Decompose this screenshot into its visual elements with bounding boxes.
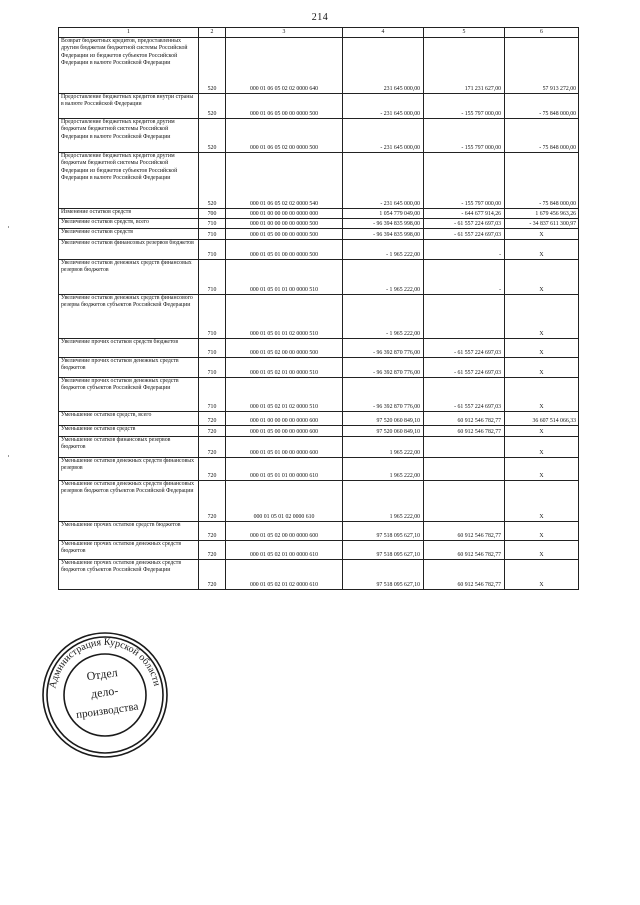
column-header: 3 — [226, 28, 343, 38]
row-line-code-cell: 520 — [199, 38, 226, 94]
row-name-cell: Уменьшение остатков средств — [59, 426, 199, 437]
row-remaining-value-cell: Х — [505, 295, 579, 339]
row-name-cell: Изменение остатков средств — [59, 209, 199, 219]
row-remaining-value-cell: Х — [505, 426, 579, 437]
row-line-code-cell: 720 — [199, 560, 226, 590]
row-line-code-cell: 520 — [199, 94, 226, 119]
row-approved-value-cell: - 231 645 000,00 — [343, 94, 424, 119]
row-budget-code-cell: 000 01 05 02 00 00 0000 500 — [226, 339, 343, 358]
row-line-code-cell: 700 — [199, 209, 226, 219]
row-approved-value-cell: - 1 965 222,00 — [343, 260, 424, 295]
row-remaining-value-cell: Х — [505, 458, 579, 481]
row-name-cell: Предоставление бюджетных кредитов внутри страны в валюте Российской Федерации — [59, 94, 199, 119]
row-executed-value-cell: - 61 557 224 697,03 — [424, 219, 505, 229]
table-row — [59, 339, 579, 358]
row-remaining-value-cell: 57 913 272,00 — [505, 38, 579, 94]
row-line-code-cell: 710 — [199, 219, 226, 229]
row-name-cell: Уменьшение остатков денежных средств финансовых резервов — [59, 458, 199, 481]
row-budget-code-cell: 000 01 05 01 02 0000 610 — [226, 481, 343, 522]
table-row — [59, 358, 579, 378]
row-budget-code-cell: 000 01 05 01 00 00 0000 500 — [226, 240, 343, 260]
column-header: 6 — [505, 28, 579, 38]
row-line-code-cell: 720 — [199, 481, 226, 522]
table-row — [59, 229, 579, 240]
row-executed-value-cell — [424, 437, 505, 458]
row-remaining-value-cell: - 75 848 000,00 — [505, 153, 579, 209]
row-name-cell: Уменьшение остатков финансовых резервов бюджетов — [59, 437, 199, 458]
row-executed-value-cell — [424, 481, 505, 522]
row-approved-value-cell: - 96 394 835 998,00 — [343, 229, 424, 240]
row-name-cell: Уменьшение прочих остатков денежных средств бюджетов — [59, 541, 199, 560]
row-remaining-value-cell: Х — [505, 358, 579, 378]
row-budget-code-cell: 000 01 05 02 01 00 0000 510 — [226, 358, 343, 378]
table-row — [59, 153, 579, 209]
column-header: 1 — [59, 28, 199, 38]
row-budget-code-cell: 000 01 06 05 00 00 0000 500 — [226, 94, 343, 119]
row-name-cell: Увеличение остатков денежных средств финансового резерва бюджетов субъектов Российской Федерации — [59, 295, 199, 339]
row-executed-value-cell: 171 231 627,00 — [424, 38, 505, 94]
table-header-row — [59, 28, 579, 38]
row-approved-value-cell: 1 965 222,00 — [343, 458, 424, 481]
row-budget-code-cell: 000 01 05 01 01 00 0000 510 — [226, 260, 343, 295]
row-executed-value-cell: 60 912 546 782,77 — [424, 426, 505, 437]
row-line-code-cell: 710 — [199, 378, 226, 412]
row-approved-value-cell: 97 518 095 627,10 — [343, 541, 424, 560]
row-budget-code-cell: 000 01 05 01 01 00 0000 610 — [226, 458, 343, 481]
stamp-center-line: Отдел — [85, 665, 119, 684]
row-budget-code-cell: 000 01 05 00 00 00 0000 600 — [226, 426, 343, 437]
row-executed-value-cell: - — [424, 240, 505, 260]
row-remaining-value-cell: - 75 848 000,00 — [505, 119, 579, 153]
row-approved-value-cell: - 1 965 222,00 — [343, 295, 424, 339]
budget-sources-table — [58, 27, 579, 590]
row-line-code-cell: 710 — [199, 240, 226, 260]
row-remaining-value-cell: Х — [505, 481, 579, 522]
row-executed-value-cell: - 61 557 224 697,03 — [424, 358, 505, 378]
row-executed-value-cell: - 155 797 000,00 — [424, 153, 505, 209]
row-name-cell: Увеличение прочих остатков денежных средств бюджетов субъектов Российской Федерации — [59, 378, 199, 412]
row-executed-value-cell: - 644 677 914,26 — [424, 209, 505, 219]
row-remaining-value-cell: 1 679 456 963,26 — [505, 209, 579, 219]
row-budget-code-cell: 000 01 00 00 00 00 0000 000 — [226, 209, 343, 219]
table-row — [59, 481, 579, 522]
table-row — [59, 94, 579, 119]
row-line-code-cell: 520 — [199, 153, 226, 209]
column-header: 2 — [199, 28, 226, 38]
row-name-cell: Увеличение остатков средств, всего — [59, 219, 199, 229]
row-executed-value-cell — [424, 458, 505, 481]
row-budget-code-cell: 000 01 00 00 00 00 0000 600 — [226, 412, 343, 426]
table-row — [59, 260, 579, 295]
row-budget-code-cell: 000 01 05 00 00 00 0000 500 — [226, 229, 343, 240]
row-executed-value-cell: 60 912 546 782,77 — [424, 412, 505, 426]
row-budget-code-cell: 000 01 05 02 00 00 0000 600 — [226, 522, 343, 541]
row-remaining-value-cell: - 75 848 000,00 — [505, 94, 579, 119]
stamp-center-line: производства — [75, 700, 140, 722]
table-row — [59, 219, 579, 229]
row-budget-code-cell: 000 01 05 02 01 02 0000 610 — [226, 560, 343, 590]
row-name-cell: Увеличение прочих остатков средств бюджетов — [59, 339, 199, 358]
row-name-cell: Увеличение остатков денежных средств финансовых резервов бюджетов — [59, 260, 199, 295]
stamp-ring-text: Администрация Курской области — [47, 636, 163, 690]
row-line-code-cell: 720 — [199, 437, 226, 458]
stamp-center-line: дело- — [90, 683, 120, 701]
row-approved-value-cell: 1 054 779 049,00 — [343, 209, 424, 219]
row-executed-value-cell: - 61 557 224 697,03 — [424, 378, 505, 412]
row-approved-value-cell: 97 518 095 627,10 — [343, 522, 424, 541]
row-remaining-value-cell: Х — [505, 229, 579, 240]
table-row — [59, 240, 579, 260]
row-approved-value-cell: 97 520 060 849,10 — [343, 426, 424, 437]
row-approved-value-cell: - 231 645 000,00 — [343, 119, 424, 153]
row-approved-value-cell: 231 645 000,00 — [343, 38, 424, 94]
row-budget-code-cell: 000 01 00 00 00 00 0000 500 — [226, 219, 343, 229]
row-name-cell: Уменьшение прочих остатков средств бюджетов — [59, 522, 199, 541]
row-approved-value-cell: 97 520 060 849,10 — [343, 412, 424, 426]
row-name-cell: Уменьшение остатков денежных средств финансовых резервов бюджетов субъектов Российской Федерации — [59, 481, 199, 522]
row-name-cell: Уменьшение остатков средств, всего — [59, 412, 199, 426]
row-line-code-cell: 710 — [199, 295, 226, 339]
table-row — [59, 209, 579, 219]
row-executed-value-cell: 60 912 546 782,77 — [424, 560, 505, 590]
row-approved-value-cell: - 96 392 870 776,00 — [343, 339, 424, 358]
table-row — [59, 426, 579, 437]
table-row — [59, 412, 579, 426]
row-executed-value-cell — [424, 295, 505, 339]
row-line-code-cell: 720 — [199, 522, 226, 541]
row-budget-code-cell: 000 01 06 05 02 02 0000 540 — [226, 153, 343, 209]
table-row — [59, 541, 579, 560]
row-line-code-cell: 720 — [199, 541, 226, 560]
row-budget-code-cell: 000 01 06 05 02 00 0000 500 — [226, 119, 343, 153]
row-remaining-value-cell: Х — [505, 541, 579, 560]
row-executed-value-cell: - 61 557 224 697,03 — [424, 339, 505, 358]
row-approved-value-cell: - 1 965 222,00 — [343, 240, 424, 260]
row-approved-value-cell: 1 965 222,00 — [343, 437, 424, 458]
row-remaining-value-cell: - 34 837 611 300,97 — [505, 219, 579, 229]
row-remaining-value-cell: Х — [505, 560, 579, 590]
row-remaining-value-cell: Х — [505, 522, 579, 541]
scan-mark — [8, 455, 9, 457]
row-line-code-cell: 720 — [199, 412, 226, 426]
row-name-cell: Предоставление бюджетных кредитов другим бюджетам бюджетной системы Российской Федерации из бюджетов субъектов Российской Федерации в валюте Российской Федерации — [59, 153, 199, 209]
row-name-cell: Возврат бюджетных кредитов, предоставленных другим бюджетам бюджетной системы Российской Федерации из бюджетов субъектов Российской Федерации в валюте Российской Федерации — [59, 38, 199, 94]
table-body — [59, 38, 579, 590]
table-row — [59, 295, 579, 339]
table-row — [59, 560, 579, 590]
row-budget-code-cell: 000 01 05 02 01 02 0000 510 — [226, 378, 343, 412]
row-executed-value-cell: - 155 797 000,00 — [424, 94, 505, 119]
row-line-code-cell: 720 — [199, 426, 226, 437]
column-header: 4 — [343, 28, 424, 38]
page-number: 214 — [311, 12, 329, 23]
table-row — [59, 119, 579, 153]
row-executed-value-cell: - 155 797 000,00 — [424, 119, 505, 153]
row-remaining-value-cell: Х — [505, 260, 579, 295]
row-approved-value-cell: 97 518 095 627,10 — [343, 560, 424, 590]
row-executed-value-cell: 60 912 546 782,77 — [424, 541, 505, 560]
row-line-code-cell: 720 — [199, 458, 226, 481]
row-approved-value-cell: - 96 392 870 776,00 — [343, 358, 424, 378]
row-executed-value-cell: - — [424, 260, 505, 295]
row-line-code-cell: 710 — [199, 260, 226, 295]
row-remaining-value-cell: Х — [505, 240, 579, 260]
row-remaining-value-cell: Х — [505, 378, 579, 412]
row-approved-value-cell: - 96 394 835 998,00 — [343, 219, 424, 229]
row-approved-value-cell: 1 965 222,00 — [343, 481, 424, 522]
row-executed-value-cell: 60 912 546 782,77 — [424, 522, 505, 541]
row-name-cell: Предоставление бюджетных кредитов другим бюджетам бюджетной системы Российской Федерации в валюте Российской Федерации — [59, 119, 199, 153]
row-name-cell: Увеличение остатков средств — [59, 229, 199, 240]
row-executed-value-cell: - 61 557 224 697,03 — [424, 229, 505, 240]
row-remaining-value-cell: Х — [505, 437, 579, 458]
row-line-code-cell: 710 — [199, 358, 226, 378]
row-remaining-value-cell: 36 607 514 066,33 — [505, 412, 579, 426]
row-approved-value-cell: - 231 645 000,00 — [343, 153, 424, 209]
row-line-code-cell: 520 — [199, 119, 226, 153]
row-name-cell: Увеличение остатков финансовых резервов бюджетов — [59, 240, 199, 260]
row-budget-code-cell: 000 01 05 01 00 00 0000 600 — [226, 437, 343, 458]
office-stamp — [40, 630, 170, 760]
row-line-code-cell: 710 — [199, 229, 226, 240]
row-approved-value-cell: - 96 392 870 776,00 — [343, 378, 424, 412]
table-row — [59, 378, 579, 412]
row-remaining-value-cell: Х — [505, 339, 579, 358]
row-budget-code-cell: 000 01 06 05 02 02 0000 640 — [226, 38, 343, 94]
row-budget-code-cell: 000 01 05 02 01 00 0000 610 — [226, 541, 343, 560]
table-row — [59, 458, 579, 481]
table-row — [59, 437, 579, 458]
scan-mark — [8, 226, 9, 228]
table-row — [59, 38, 579, 94]
row-line-code-cell: 710 — [199, 339, 226, 358]
table-row — [59, 522, 579, 541]
row-name-cell: Увеличение прочих остатков денежных средств бюджетов — [59, 358, 199, 378]
row-name-cell: Уменьшение прочих остатков денежных средств бюджетов субъектов Российской Федерации — [59, 560, 199, 590]
column-header: 5 — [424, 28, 505, 38]
row-budget-code-cell: 000 01 05 01 01 02 0000 510 — [226, 295, 343, 339]
